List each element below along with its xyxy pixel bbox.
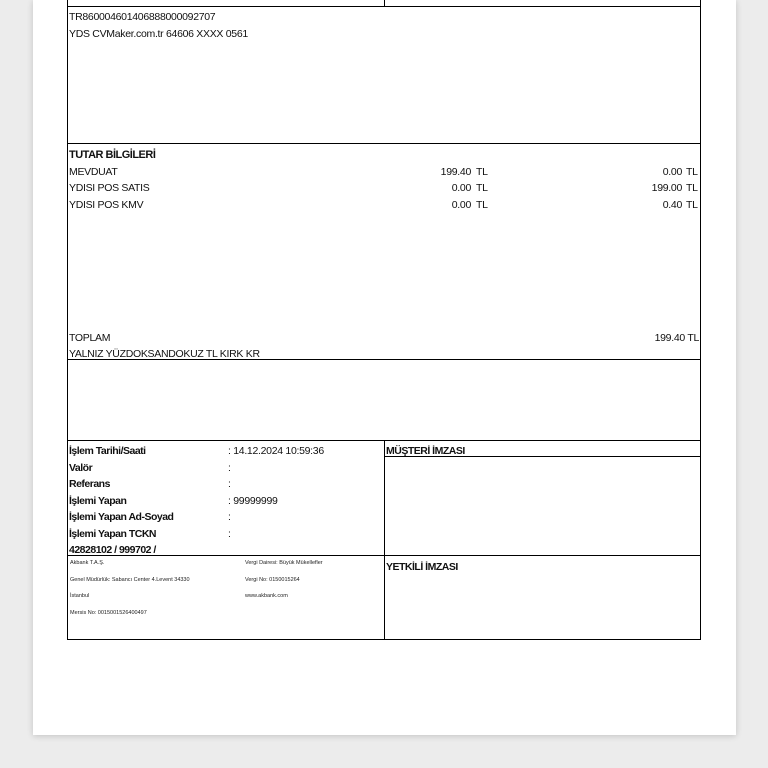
amount-row-col2: 0.00 xyxy=(662,166,682,178)
field-label-reference: Referans xyxy=(69,478,110,490)
amount-row-col1-currency: TL xyxy=(476,199,488,211)
amount-row-col2-currency: TL xyxy=(686,166,698,178)
total-label: TOPLAM xyxy=(69,332,111,344)
amount-row-col1-currency: TL xyxy=(476,182,488,194)
signature-column-divider xyxy=(384,440,385,640)
field-label-operator: İşlemi Yapan xyxy=(69,495,127,507)
field-label-operator-name: İşlemi Yapan Ad-Soyad xyxy=(69,511,174,523)
field-value-operator-tckn: : xyxy=(228,528,231,540)
amount-row-col1-currency: TL xyxy=(476,166,488,178)
right-border xyxy=(700,0,701,640)
customer-signature-label: MÜŞTERİ İMZASI xyxy=(386,445,465,457)
field-value-operator-name: : xyxy=(228,511,231,523)
field-label-value-date: Valör xyxy=(69,462,93,474)
section-divider-4 xyxy=(67,555,701,556)
field-label-date: İşlem Tarihi/Saati xyxy=(69,445,146,457)
account-description: YDS CVMaker.com.tr 64606 XXXX 0561 xyxy=(69,28,248,40)
bank-hq-address: Genel Müdürlük: Sabancı Center 4.Levent 34330 xyxy=(70,577,190,583)
receipt-page xyxy=(33,0,736,735)
left-border xyxy=(67,0,68,640)
transaction-code: 42828102 / 999702 / xyxy=(69,544,156,556)
top-column-divider xyxy=(384,0,385,7)
total-value: 199.40 TL xyxy=(654,332,699,344)
amount-row-label: YDISI POS KMV xyxy=(69,199,144,211)
amount-row-col1: 0.00 xyxy=(451,182,471,194)
field-value-value-date: : xyxy=(228,462,231,474)
amount-row-col2: 199.00 xyxy=(651,182,682,194)
field-value-reference: : xyxy=(228,478,231,490)
bottom-rule xyxy=(67,639,701,640)
authorized-signature-label: YETKİLİ İMZASI xyxy=(386,561,458,573)
amount-row-col2-currency: TL xyxy=(686,199,698,211)
section-divider-1 xyxy=(67,143,701,144)
bank-mersis: Mersis No: 0015001526400497 xyxy=(70,610,147,616)
amount-row-col2-currency: TL xyxy=(686,182,698,194)
amounts-title: TUTAR BİLGİLERİ xyxy=(69,149,156,161)
field-value-date: : 14.12.2024 10:59:36 xyxy=(228,445,324,457)
field-label-operator-tckn: İşlemi Yapan TCKN xyxy=(69,528,157,540)
amount-row-label: MEVDUAT xyxy=(69,166,118,178)
amount-row-label: YDISI POS SATIS xyxy=(69,182,150,194)
amount-row-col1: 199.40 xyxy=(440,166,471,178)
amount-in-words: YALNIZ YÜZDOKSANDOKUZ TL KIRK KR xyxy=(69,348,260,360)
bank-website: www.akbank.com xyxy=(245,593,288,599)
bank-city: İstanbul xyxy=(70,593,90,599)
bank-tax-no: Vergi No: 0150015264 xyxy=(245,577,300,583)
bank-name: Akbank T.A.Ş. xyxy=(70,560,105,566)
amount-row-col1: 0.00 xyxy=(451,199,471,211)
account-iban: TR860004601406888000092707 xyxy=(69,11,216,23)
bank-tax-office: Vergi Dairesi: Büyük Mükellefler xyxy=(245,560,323,566)
field-value-operator: : 99999999 xyxy=(228,495,278,507)
amount-row-col2: 0.40 xyxy=(662,199,682,211)
